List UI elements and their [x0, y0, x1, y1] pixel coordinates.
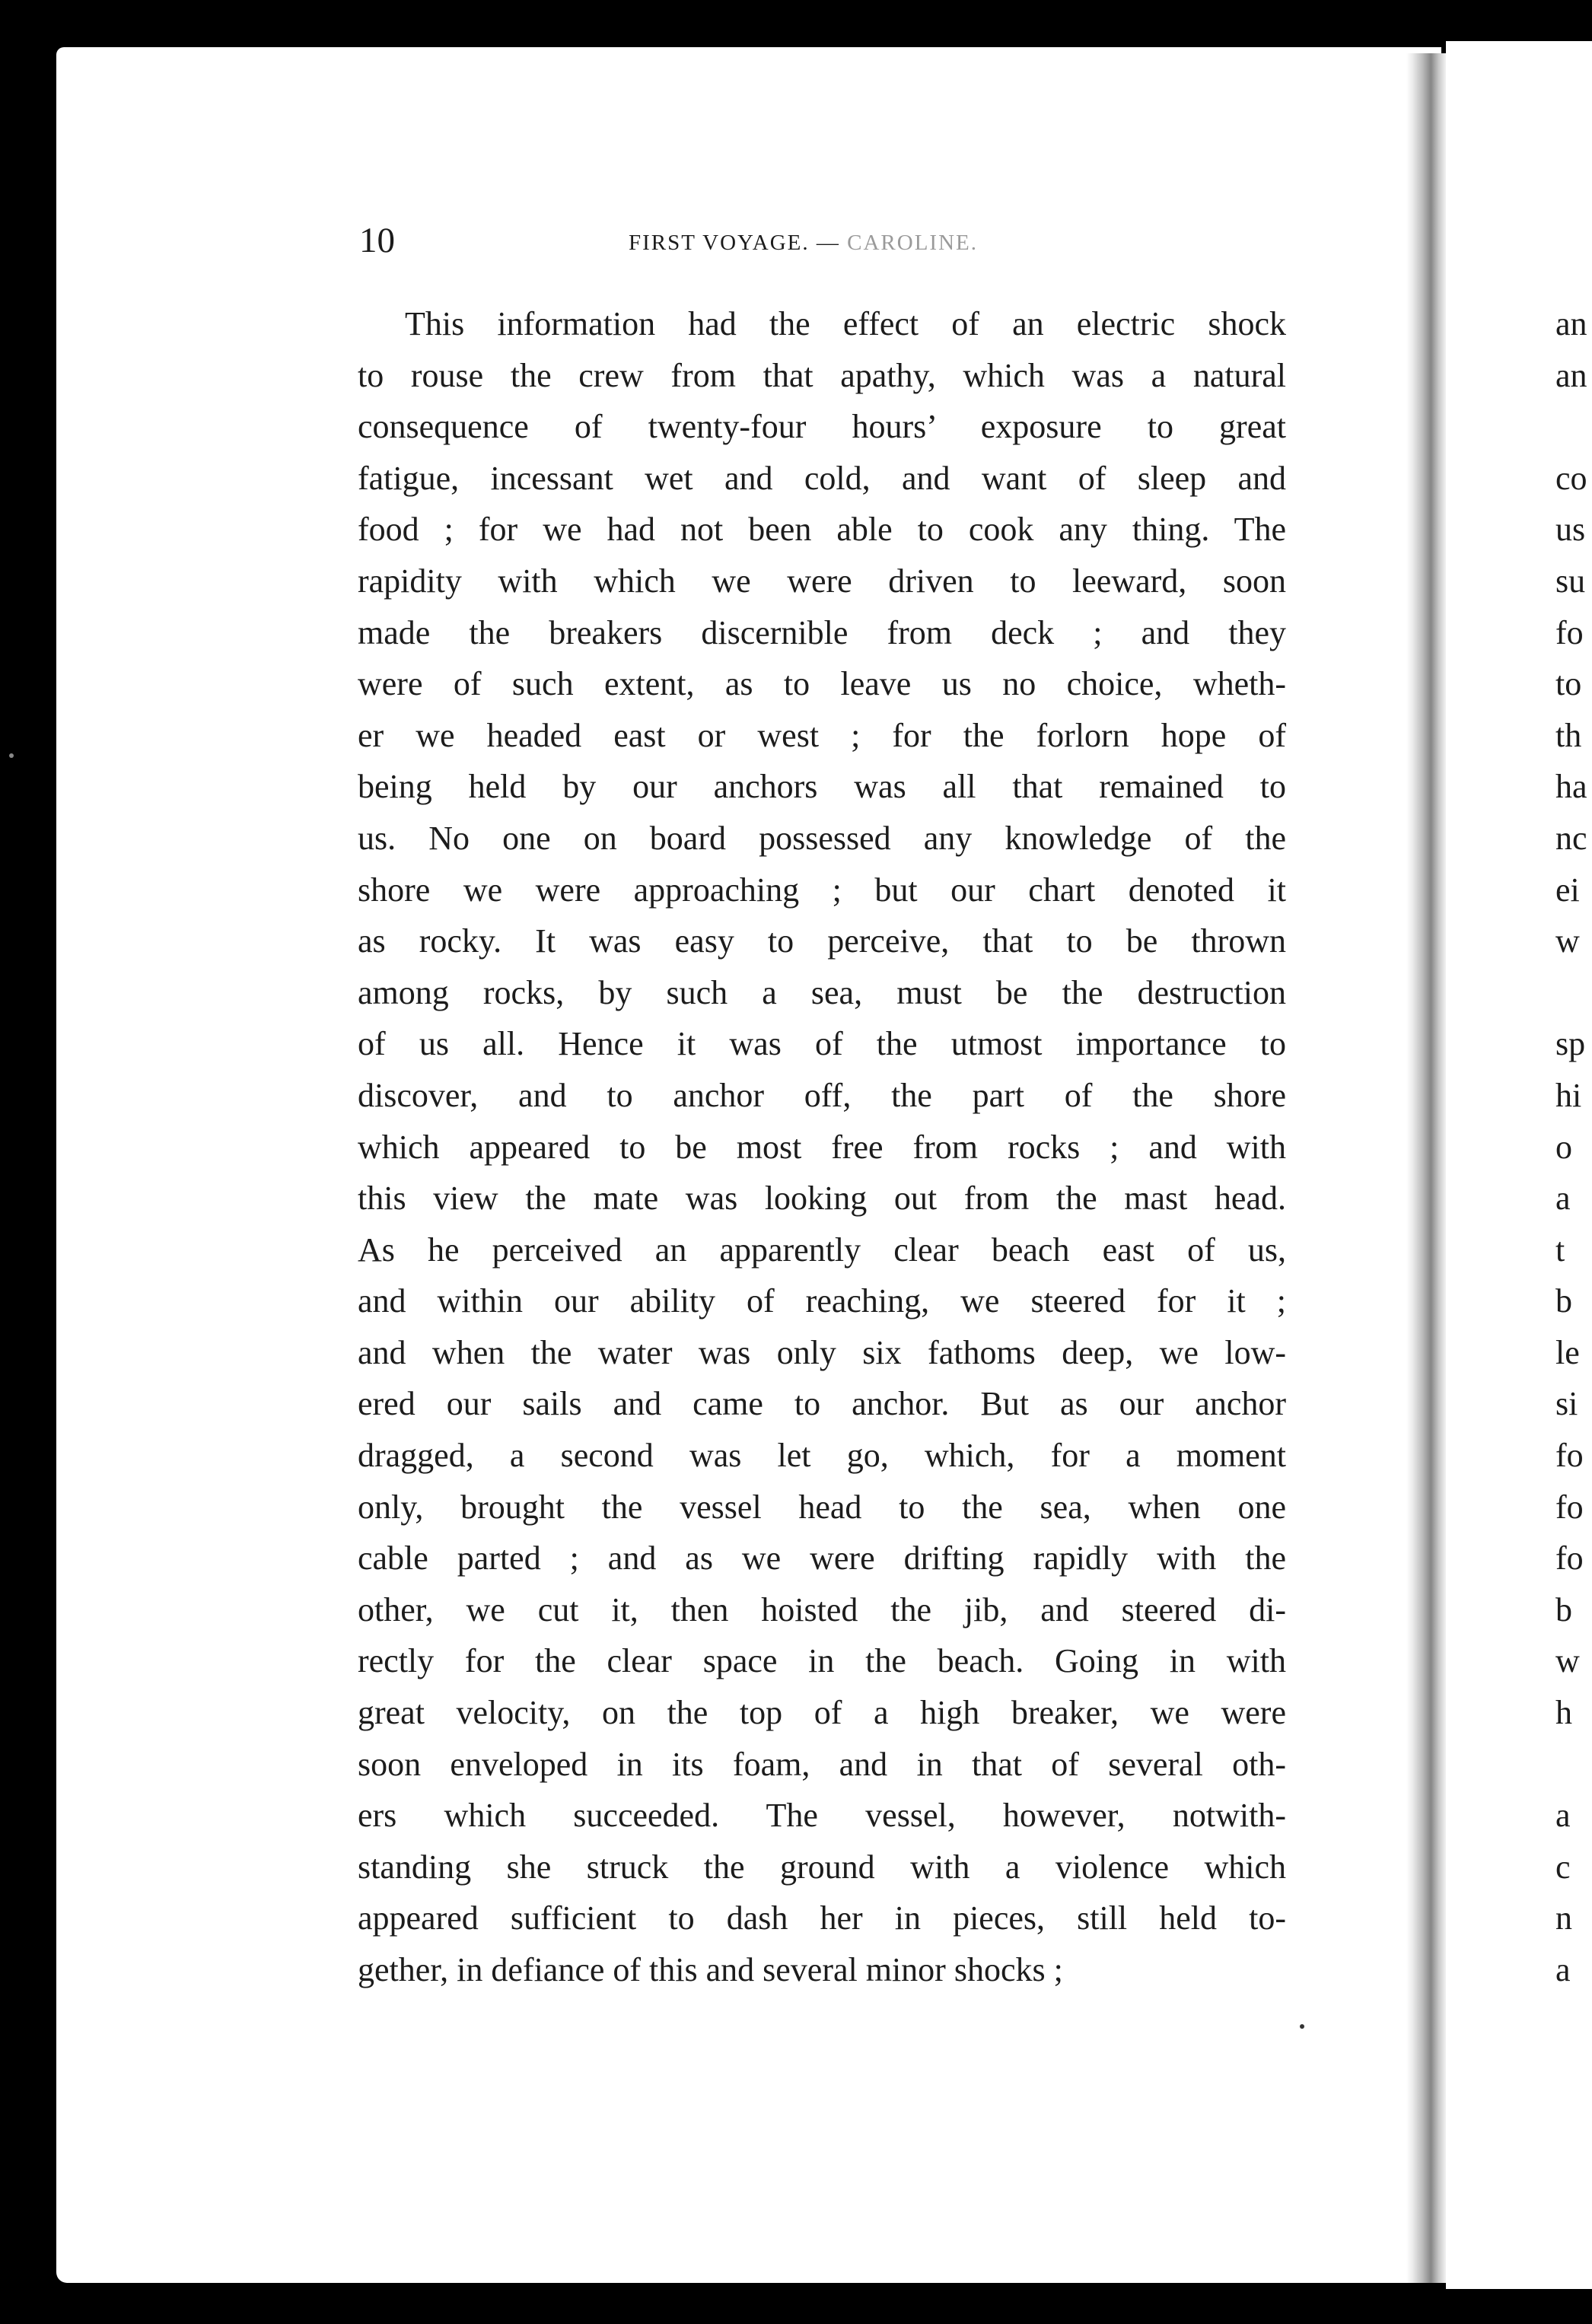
body-text [358, 298, 1286, 1996]
text-line: rectly for the clear space in the beach. Going in with [358, 1642, 1286, 1680]
text-line: consequence of twenty-four hours’ exposure to great [358, 408, 1286, 446]
bleed-line: a [1555, 1951, 1571, 1988]
bleed-line: sp [1555, 1025, 1586, 1063]
text-line: appeared sufficient to dash her in pieces, still held to- [358, 1899, 1286, 1937]
bleed-line: an [1555, 356, 1587, 394]
bleed-line: b [1555, 1282, 1572, 1320]
text-line: among rocks, by such a sea, must be the destruction [358, 973, 1286, 1011]
page-number: 10 [359, 221, 395, 260]
bleed-line: fo [1555, 1437, 1584, 1475]
text-line: only, brought the vessel head to the sea, when one [358, 1488, 1286, 1526]
bleed-line: us [1555, 511, 1586, 549]
text-line: standing she struck the ground with a violence which [358, 1848, 1286, 1886]
bleed-line [1555, 1739, 1592, 1791]
text-line: food ; for we had not been able to cook any thing. The [358, 511, 1286, 549]
bleed-line: t [1555, 1230, 1565, 1269]
text-line: This information had the effect of an electric shock [405, 305, 1286, 342]
bleed-line: o [1555, 1128, 1572, 1166]
bleed-line [1555, 401, 1592, 453]
book-gutter [1406, 53, 1446, 2283]
next-page-bleed-text [1555, 298, 1592, 1996]
text-line: As he perceived an apparently clear beach east of us, [358, 1230, 1286, 1269]
text-line: and when the water was only six fathoms deep, we low- [358, 1333, 1286, 1371]
bleed-line: an [1555, 305, 1587, 342]
bleed-line: th [1555, 716, 1582, 754]
text-line: gether, in defiance of this and several minor shocks ; [358, 1951, 1063, 1988]
bleed-line: w [1555, 922, 1580, 960]
bleed-line: ei [1555, 871, 1580, 909]
bleed-line: hi [1555, 1076, 1582, 1114]
page-header [0, 218, 1592, 263]
text-line: ers which succeeded. The vessel, however, notwith- [358, 1797, 1286, 1835]
bleed-line: b [1555, 1590, 1572, 1628]
text-line: which appeared to be most free from rocks ; and with [358, 1128, 1286, 1166]
text-line: fatigue, incessant wet and cold, and want of sleep and [358, 459, 1286, 497]
bleed-line: co [1555, 459, 1587, 497]
text-line: other, we cut it, then hoisted the jib, and steered di- [358, 1590, 1286, 1628]
bleed-line: a [1555, 1180, 1571, 1218]
text-line: great velocity, on the top of a high breaker, we were [358, 1694, 1286, 1732]
bleed-line: fo [1555, 1539, 1584, 1577]
bleed-line: le [1555, 1333, 1580, 1371]
bleed-line: fo [1555, 613, 1584, 651]
text-line: being held by our anchors was all that remained to [358, 768, 1286, 806]
text-line: were of such extent, as to leave us no choice, wheth- [358, 665, 1286, 703]
speck [1300, 2024, 1304, 2029]
text-line: to rouse the crew from that apathy, which was a natural [358, 356, 1286, 394]
text-line: made the breakers discernible from deck ; and they [358, 613, 1286, 651]
text-line: of us all. Hence it was of the utmost importance to [358, 1025, 1286, 1063]
bleed-line: su [1555, 562, 1586, 600]
speck [9, 753, 14, 758]
bleed-line: c [1555, 1848, 1571, 1886]
text-line: ered our sails and came to anchor. But as our anchor [358, 1385, 1286, 1423]
text-line: soon enveloped in its foam, and in that of several oth- [358, 1745, 1286, 1783]
running-head [629, 224, 978, 262]
text-line: this view the mate was looking out from the mast head. [358, 1180, 1286, 1218]
text-line: discover, and to anchor off, the part of the shore [358, 1076, 1286, 1114]
bleed-line: h [1555, 1694, 1572, 1732]
text-line: shore we were approaching ; but our chart denoted it [358, 871, 1286, 909]
bleed-line: n [1555, 1899, 1572, 1937]
text-line: and within our ability of reaching, we steered for it ; [358, 1282, 1286, 1320]
bleed-line: w [1555, 1642, 1580, 1680]
text-line: er we headed east or west ; for the forlorn hope of [358, 716, 1286, 754]
running-head-faded-text: CAROLINE. [847, 231, 978, 255]
bleed-line: a [1555, 1797, 1571, 1835]
bleed-line: nc [1555, 819, 1587, 857]
text-line: cable parted ; and as we were drifting rapidly with the [358, 1539, 1286, 1577]
text-line: as rocky. It was easy to perceive, that to be thrown [358, 922, 1286, 960]
bleed-line: ha [1555, 768, 1587, 806]
text-line: us. No one on board possessed any knowledge of the [358, 819, 1286, 857]
text-line: rapidity with which we were driven to leeward, soon [358, 562, 1286, 600]
text-line: dragged, a second was let go, which, for a moment [358, 1437, 1286, 1475]
bleed-line: fo [1555, 1488, 1584, 1526]
bleed-line [1555, 967, 1592, 1019]
running-head-text: FIRST VOYAGE. — [629, 231, 848, 255]
bleed-line: si [1555, 1385, 1578, 1423]
bleed-line: to [1555, 665, 1582, 703]
